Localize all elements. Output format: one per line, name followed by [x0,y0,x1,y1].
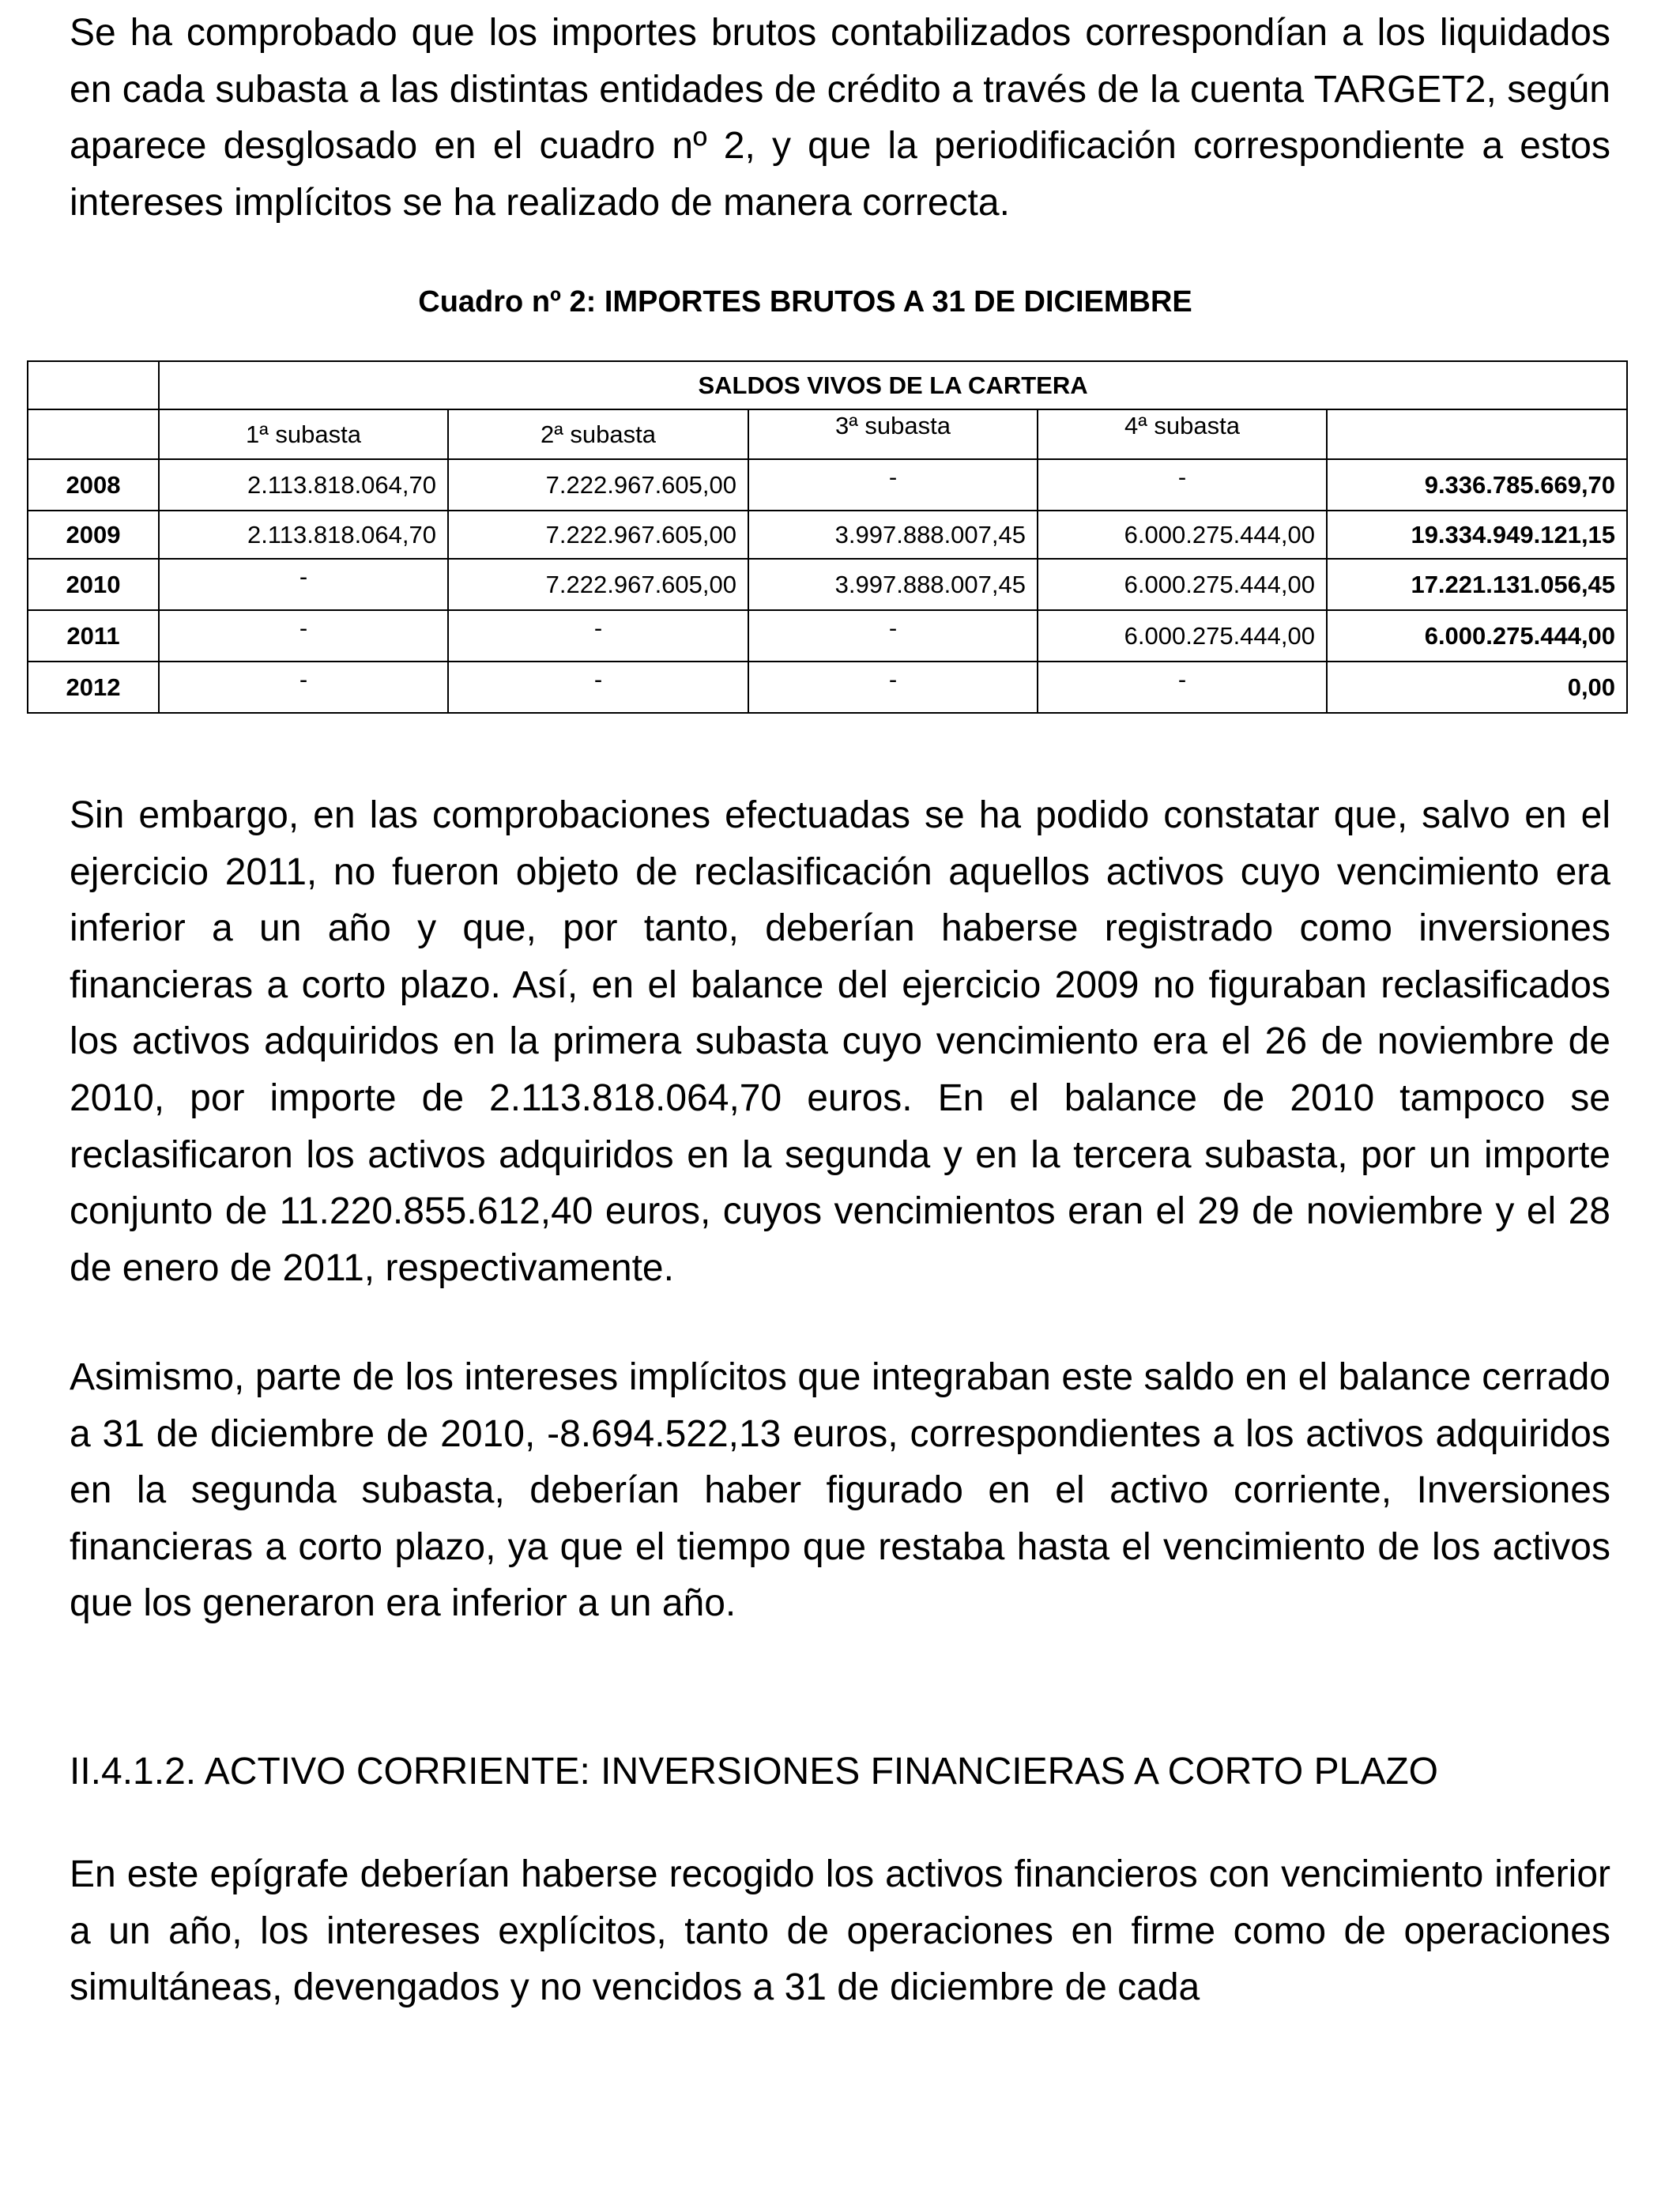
table-row [28,459,1627,511]
row-total-cell: 17.221.131.056,45 [1327,559,1627,610]
table-row [28,610,1627,662]
row-year-cell: 2008 [28,459,159,511]
row-year-cell: 2010 [28,559,159,610]
column-header: 4ª subasta [1038,409,1327,459]
table-row [28,662,1627,713]
amount-cell: - [159,662,448,713]
table-header-empty-cell [1327,409,1627,459]
column-header: 3ª subasta [748,409,1038,459]
column-header: 2ª subasta [448,409,748,459]
section-heading: II.4.1.2. ACTIVO CORRIENTE: INVERSIONES FINANCIERAS A CORTO PLAZO [70,1751,1438,1793]
table-group-header-row [28,361,1627,409]
amount-cell: - [748,610,1038,662]
table-group-header: SALDOS VIVOS DE LA CARTERA [159,361,1627,409]
row-total-cell: 9.336.785.669,70 [1327,459,1627,511]
amount-cell: 7.222.967.605,00 [448,459,748,511]
amount-cell: 6.000.275.444,00 [1038,559,1327,610]
amount-cell: - [448,610,748,662]
amount-cell: - [159,559,448,610]
amount-cell: 2.113.818.064,70 [159,511,448,559]
amount-cell: 3.997.888.007,45 [748,511,1038,559]
amount-cell: 7.222.967.605,00 [448,511,748,559]
amount-cell: - [448,662,748,713]
amount-cell: 6.000.275.444,00 [1038,511,1327,559]
amount-cell: 2.113.818.064,70 [159,459,448,511]
row-year-cell: 2009 [28,511,159,559]
table-column-header-row [28,409,1627,459]
paragraph-reclassification: Sin embargo, en las comprobaciones efectuadas se ha podido constatar que, salvo en el ejercicio 2011, no fueron objeto de reclasificación aquellos activos cuyo vencimiento era inferior a un año y que, por tanto, deberían haberse registrado como inversiones financieras a corto plazo. Así, en el balance del ejercicio 2009 no figuraban reclasificados los activos adquiridos en la primera subasta cuyo vencimiento era el 26 de noviembre de 2010, por importe de 2.113.818.064,70 euros. En el balance de 2010 tampoco se reclasificaron los activos adquiridos en la segunda y en la tercera subasta, por un importe conjunto de 11.220.855.612,40 euros, cuyos vencimientos eran el 29 de noviembre y el 28 de enero de 2011, respectivamente. [70,794,1610,1289]
amount-cell: - [748,459,1038,511]
row-total-cell: 0,00 [1327,662,1627,713]
amount-cell: - [159,610,448,662]
amount-cell: 7.222.967.605,00 [448,559,748,610]
row-total-cell: 19.334.949.121,15 [1327,511,1627,559]
column-header: 1ª subasta [159,409,448,459]
amount-cell: 3.997.888.007,45 [748,559,1038,610]
row-total-cell: 6.000.275.444,00 [1327,610,1627,662]
amount-cell: - [1038,459,1327,511]
amount-cell: 6.000.275.444,00 [1038,610,1327,662]
amount-cell: - [1038,662,1327,713]
row-year-cell: 2012 [28,662,159,713]
table-row [28,559,1627,610]
paragraph-intro: Se ha comprobado que los importes brutos contabilizados correspondían a los liquidados en cada subasta a las distintas entidades de crédito a través de la cuenta TARGET2, según aparece desglosado en el cuadro nº 2, y que la periodificación correspondiente a estos intereses implícitos se ha realizado de manera correcta. [70,12,1610,224]
table-row [28,511,1627,559]
row-year-cell: 2011 [28,610,159,662]
table-corner-cell [28,361,159,409]
table-caption: Cuadro nº 2: IMPORTES BRUTOS A 31 DE DICIEMBRE [418,285,1192,319]
amount-cell: - [748,662,1038,713]
balance-table [27,360,1628,714]
paragraph-short-term-investments: En este epígrafe deberían haberse recogido los activos financieros con vencimiento inferior a un año, los intereses explícitos, tanto de operaciones en firme como de operaciones simultáneas, devengados y no vencidos a 31 de diciembre de cada [70,1853,1610,2009]
table-header-empty-cell [28,409,159,459]
table-body [28,361,1627,713]
paragraph-implicit-interest: Asimismo, parte de los intereses implícitos que integraban este saldo en el balance cerrado a 31 de diciembre de 2010, -8.694.522,13 euros, correspondientes a los activos adquiridos en la segunda subasta, deberían haber figurado en el activo corriente, Inversiones financieras a corto plazo, ya que el tiempo que restaba hasta el vencimiento de los activos que los generaron era inferior a un año. [70,1356,1610,1625]
